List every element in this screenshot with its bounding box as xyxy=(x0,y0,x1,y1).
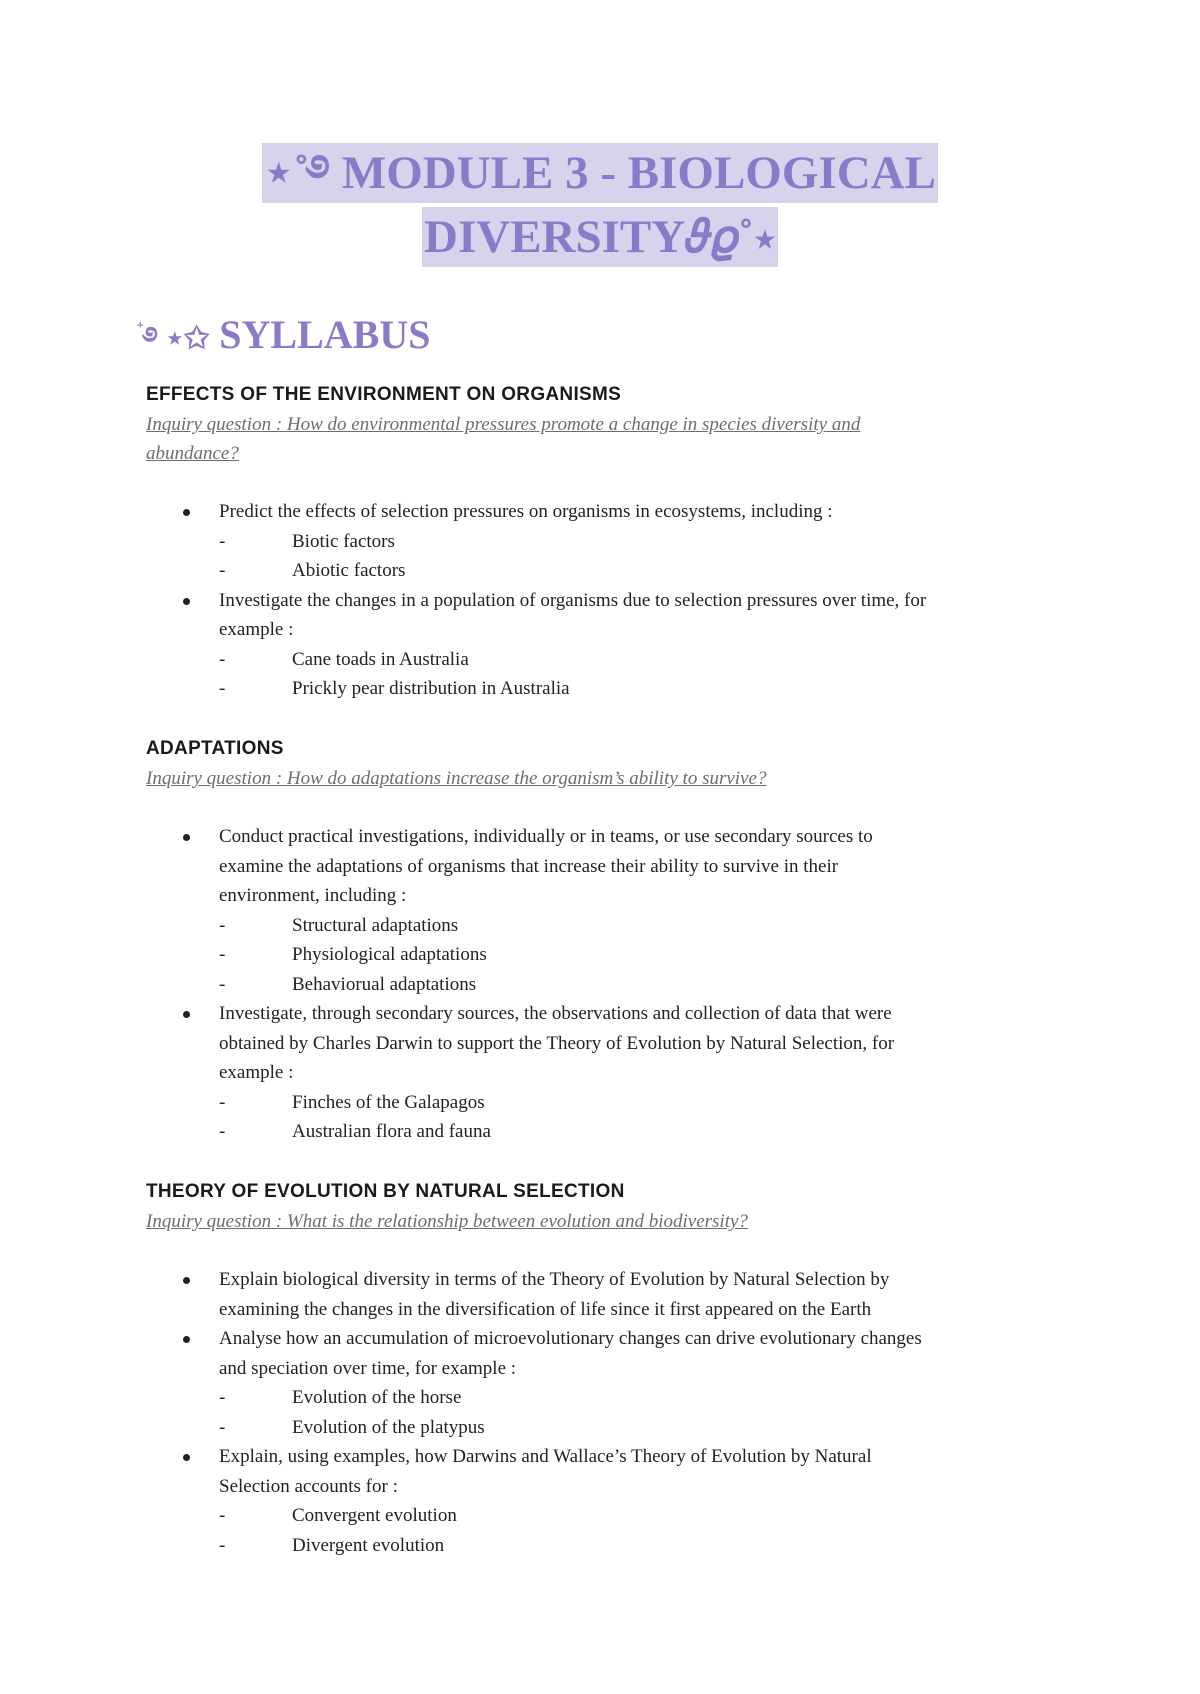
sub-item-text: Finches of the Galapagos xyxy=(292,1091,485,1113)
bullet-list xyxy=(146,822,1066,1147)
bullet-list xyxy=(146,1265,1066,1560)
sub-item xyxy=(219,645,1066,675)
dash-icon: - xyxy=(219,678,226,699)
sub-item xyxy=(219,556,1066,586)
dash-icon: - xyxy=(219,914,226,936)
bullet-dot-icon xyxy=(183,834,190,841)
dash-icon: - xyxy=(219,1121,226,1142)
bullet-text: Selection accounts for : xyxy=(219,1475,398,1497)
bullet-text: example : xyxy=(219,619,294,640)
dash-icon: - xyxy=(219,944,226,965)
sub-item-text: Divergent evolution xyxy=(292,1534,445,1556)
sub-item xyxy=(219,940,1066,970)
section-title: ADAPTATIONS xyxy=(146,738,284,759)
sub-item-text: Physiological adaptations xyxy=(292,944,487,965)
sub-item-text: Evolution of the horse xyxy=(292,1387,462,1408)
dash-icon: - xyxy=(219,560,226,581)
dash-icon: - xyxy=(219,973,226,995)
sub-item xyxy=(219,527,1066,557)
inquiry-question xyxy=(146,410,1066,468)
syllabus-heading-text: SYLLABUS xyxy=(219,312,431,357)
bullet-text: Predict the effects of selection pressures on organisms in ecosystems, including : xyxy=(219,501,833,522)
bullet-dot-icon xyxy=(183,1336,190,1343)
dash-icon: - xyxy=(219,1505,226,1526)
sub-item xyxy=(219,674,1066,704)
bullet-text: and speciation over time, for example : xyxy=(219,1357,517,1379)
sub-list xyxy=(219,911,1066,1000)
list-item xyxy=(146,586,1066,704)
bullet-text: Explain biological diversity in terms of the Theory of Evolution by Natural Selection by xyxy=(219,1269,890,1290)
bullet-list xyxy=(146,497,1066,704)
section-environment-effects xyxy=(146,380,1066,704)
bullet-dot-icon xyxy=(183,598,190,605)
bullet-dot-icon xyxy=(183,1454,190,1461)
sub-item-text: Behaviorual adaptations xyxy=(292,973,477,995)
sub-list xyxy=(219,645,1066,704)
inquiry-line: abundance? xyxy=(146,443,239,464)
section-natural-selection xyxy=(146,1177,1066,1560)
bullet-dot-icon xyxy=(183,509,190,516)
list-item xyxy=(146,999,1066,1147)
bullet-dot-icon xyxy=(183,1277,190,1284)
dash-icon: - xyxy=(219,648,226,670)
section-adaptations xyxy=(146,734,1066,1147)
sparkle-icon: ⁺ xyxy=(136,320,145,337)
sub-item-text: Evolution of the platypus xyxy=(292,1416,485,1438)
list-item xyxy=(146,822,1066,999)
sub-list xyxy=(219,1088,1066,1147)
sub-item xyxy=(219,1531,1066,1561)
sub-item-text: Australian flora and fauna xyxy=(292,1121,491,1142)
bullet-text: Investigate, through secondary sources, the observations and collection of data that were xyxy=(219,1003,892,1024)
list-item xyxy=(146,1265,1066,1324)
dash-icon: - xyxy=(219,530,226,552)
sub-item xyxy=(219,1413,1066,1443)
inquiry-line: Inquiry question : How do environmental pressures promote a change in species diversity and xyxy=(146,414,861,435)
page-title xyxy=(0,143,1200,267)
title-line-2: DIVERSITY𝜗𝜚˚⋆ xyxy=(422,207,778,267)
inquiry-line: Inquiry question : How do adaptations increase the organism’s ability to survive? xyxy=(146,768,767,789)
bullet-text: Conduct practical investigations, individually or in teams, or use secondary sources to xyxy=(219,826,873,847)
bullet-text: examine the adaptations of organisms that increase their ability to survive in their xyxy=(219,855,839,877)
sub-item-text: Biotic factors xyxy=(292,530,395,552)
section-title: EFFECTS OF THE ENVIRONMENT ON ORGANISMS xyxy=(146,384,622,405)
star-decoration-icon: ࿔ ⋆✩ xyxy=(144,321,210,355)
sub-item-text: Structural adaptations xyxy=(292,914,459,936)
sub-item xyxy=(219,1117,1066,1147)
list-item xyxy=(146,1324,1066,1442)
bullet-text: environment, including : xyxy=(219,885,407,906)
sub-item-text: Prickly pear distribution in Australia xyxy=(292,678,570,699)
sub-item xyxy=(219,970,1066,1000)
bullet-text: examining the changes in the diversification of life since it first appeared on the Earth xyxy=(219,1298,872,1320)
sub-item xyxy=(219,1501,1066,1531)
bullet-text: Investigate the changes in a population of organisms due to selection pressures over time, for xyxy=(219,589,927,611)
sub-item xyxy=(219,911,1066,941)
bullet-text: example : xyxy=(219,1062,294,1083)
bullet-text: Explain, using examples, how Darwins and Wallace’s Theory of Evolution by Natural xyxy=(219,1446,872,1467)
inquiry-question xyxy=(146,764,1066,793)
dash-icon: - xyxy=(219,1091,226,1113)
sub-item-text: Convergent evolution xyxy=(292,1505,457,1526)
sub-list xyxy=(219,527,1066,586)
sub-list xyxy=(219,1501,1066,1560)
syllabus-heading xyxy=(136,310,430,364)
section-title: THEORY OF EVOLUTION BY NATURAL SELECTION xyxy=(146,1181,625,1202)
bullet-text: Analyse how an accumulation of microevolutionary changes can drive evolutionary changes xyxy=(219,1328,922,1349)
bullet-text: obtained by Charles Darwin to support the Theory of Evolution by Natural Selection, for xyxy=(219,1032,895,1054)
title-line-1: ⋆˚࿔ MODULE 3 - BIOLOGICAL xyxy=(262,143,938,203)
dash-icon: - xyxy=(219,1416,226,1438)
dash-icon: - xyxy=(219,1534,226,1556)
sub-item xyxy=(219,1088,1066,1118)
list-item xyxy=(146,1442,1066,1560)
bullet-dot-icon xyxy=(183,1011,190,1018)
sub-item-text: Abiotic factors xyxy=(292,560,406,581)
inquiry-line: Inquiry question : What is the relationship between evolution and biodiversity? xyxy=(146,1211,748,1232)
list-item xyxy=(146,497,1066,586)
dash-icon: - xyxy=(219,1387,226,1408)
sub-item xyxy=(219,1383,1066,1413)
sub-item-text: Cane toads in Australia xyxy=(292,648,469,670)
sub-list xyxy=(219,1383,1066,1442)
inquiry-question xyxy=(146,1207,1066,1236)
